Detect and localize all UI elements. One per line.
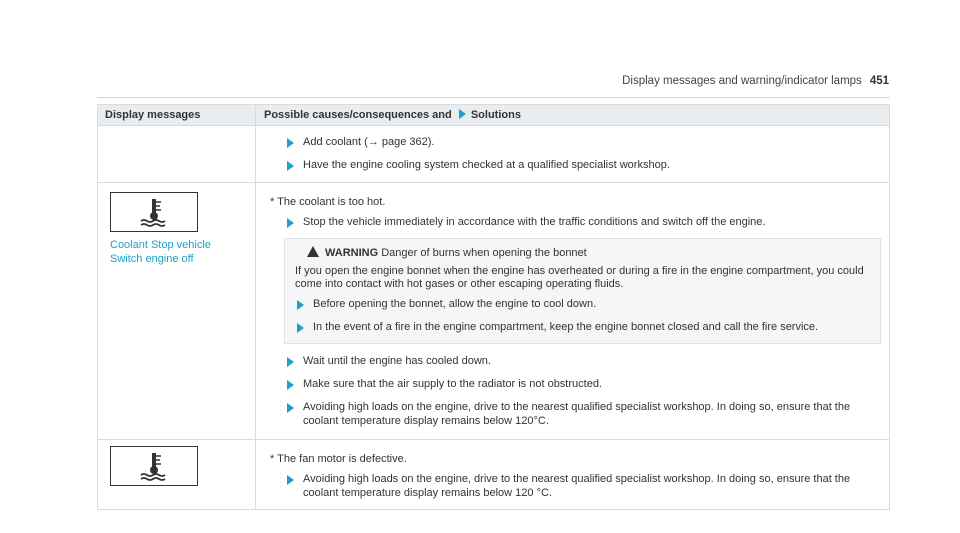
- warning-step: In the event of a fire in the engine compartment, keep the engine bonnet closed and call the fire service.: [295, 320, 870, 334]
- solution-step: Stop the vehicle immediately in accordance with the traffic conditions and switch off the engine.: [285, 215, 881, 229]
- header-divider: [97, 97, 890, 98]
- warning-box: [284, 238, 881, 344]
- warning-body: If you open the engine bonnet when the engine has overheated or during a fire in the engine compartment, you could come into contact with hot gases or other escaping operating fluids.: [295, 265, 864, 290]
- step-arrow-icon: [287, 138, 294, 148]
- display-message: [110, 238, 247, 266]
- display-messages-table: [97, 104, 890, 510]
- column-header-causes-label: Possible causes/consequences and: [264, 109, 452, 121]
- coolant-temperature-icon: [110, 192, 198, 232]
- column-header-causes: [256, 105, 890, 126]
- solution-step: Wait until the engine has cooled down.: [285, 354, 881, 368]
- warning-title: Danger of burns when opening the bonnet: [381, 247, 587, 259]
- step-arrow-icon: [287, 161, 294, 171]
- table-row: [98, 440, 890, 510]
- display-message-line2: Switch engine off: [110, 253, 194, 265]
- solution-step: Make sure that the air supply to the radiator is not obstructed.: [285, 377, 881, 391]
- step-arrow-icon: [287, 357, 294, 367]
- step-arrow-icon: [297, 323, 304, 333]
- step-arrow-icon: [287, 380, 294, 390]
- step-arrow-icon: [297, 300, 304, 310]
- causes-cell: [256, 126, 890, 183]
- table-row: [98, 126, 890, 183]
- table-row: [98, 183, 890, 440]
- step-arrow-icon: [287, 403, 294, 413]
- display-cell: [98, 440, 256, 510]
- table-header-row: [98, 105, 890, 126]
- solution-step: Avoiding high loads on the engine, drive to the nearest qualified specialist workshop. In doing so, ensure that the coolant temperature display remains below 120 °C.: [285, 472, 881, 500]
- column-header-solutions-label: Solutions: [470, 109, 521, 121]
- warning-heading: [295, 245, 870, 260]
- causes-cell: [256, 183, 890, 440]
- cause-text: * The fan motor is defective.: [270, 453, 407, 465]
- coolant-temperature-icon: [110, 446, 198, 486]
- display-cell: [98, 183, 256, 440]
- cause-text: * The coolant is too hot.: [270, 196, 386, 208]
- causes-cell: [256, 440, 890, 510]
- warning-step: Before opening the bonnet, allow the engine to cool down.: [295, 297, 870, 311]
- column-header-display: Display messages: [98, 105, 256, 126]
- warning-triangle-icon: [307, 246, 319, 257]
- solution-step: Avoiding high loads on the engine, drive to the nearest qualified specialist workshop. In doing so, ensure that the coolant temperature display remains below 120°C.: [285, 400, 881, 428]
- step-arrow-icon: [287, 475, 294, 485]
- warning-label: WARNING: [325, 247, 379, 259]
- step-arrow-icon: [459, 109, 466, 119]
- solution-step: Have the engine cooling system checked at a qualified specialist workshop.: [285, 158, 881, 172]
- page-header: [622, 75, 889, 87]
- page-number: 451: [869, 75, 889, 87]
- display-cell-empty: [98, 126, 256, 183]
- display-message-line1: Coolant Stop vehicle: [110, 239, 211, 251]
- page-header-title: Display messages and warning/indicator lamps: [622, 75, 862, 87]
- solution-step: Add coolant (→ page 362).: [285, 135, 881, 149]
- step-arrow-icon: [287, 218, 294, 228]
